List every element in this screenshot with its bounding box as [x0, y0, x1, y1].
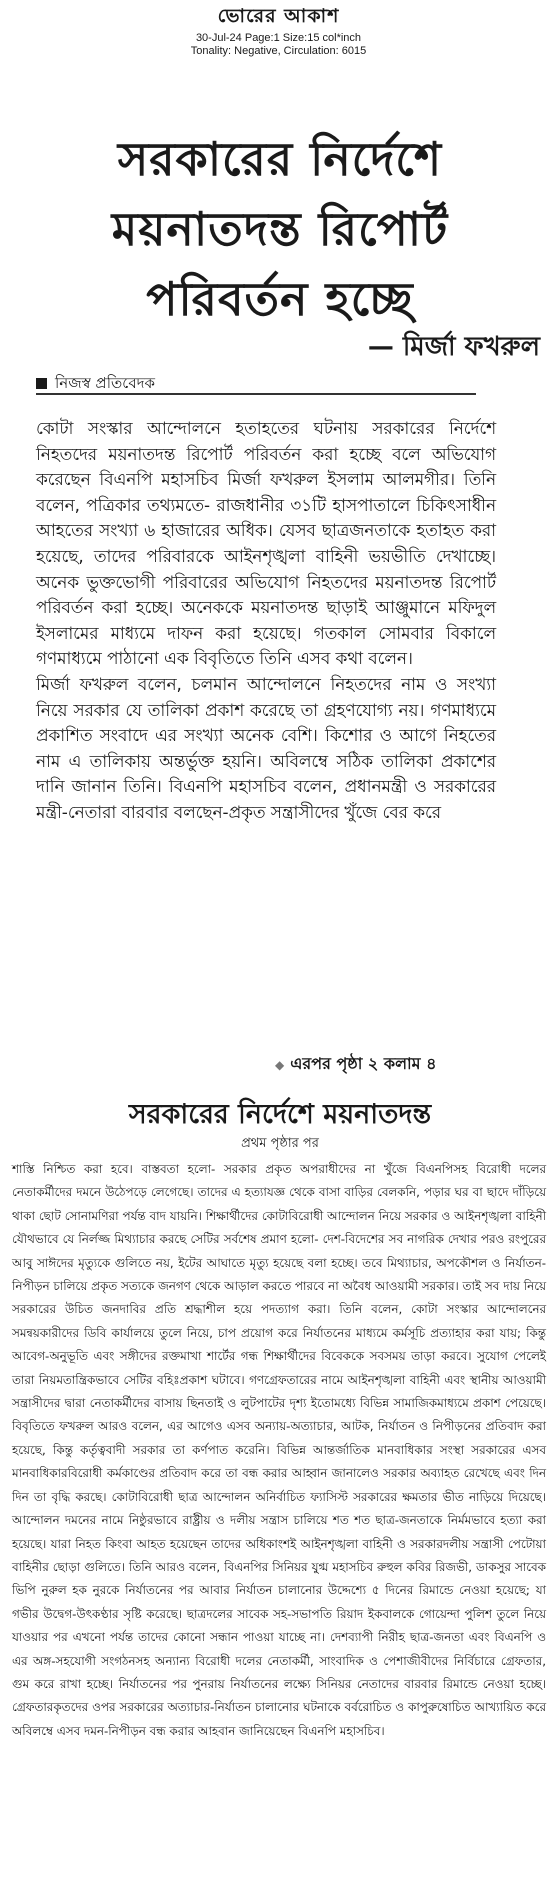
headline-line-1: সরকারের নির্দেশে: [117, 132, 443, 186]
headline-line-2: ময়নাতদন্ত রিপোর্ট: [111, 202, 449, 256]
article-lead-body: [36, 416, 496, 826]
article-byline: — মির্জা ফখরুল: [367, 332, 540, 362]
clipping-tonality-meta: Tonality: Negative, Circulation: 6015: [190, 45, 367, 57]
continuation-headline: সরকারের নির্দেশে ময়নাতদন্ত: [128, 1099, 432, 1130]
continued-on-label: এরপর পৃষ্ঠা ২ কলাম ৪: [290, 1054, 437, 1073]
clipping-date-meta: 30-Jul-24 Page:1 Size:15 col*inch: [195, 32, 362, 44]
reporter-credit: [36, 373, 476, 395]
continued-on-note: [275, 1053, 500, 1076]
continuation-note: প্রথম পৃষ্ঠার পর: [241, 1136, 319, 1151]
bullet-square-icon: [36, 378, 47, 389]
article-headline: [30, 124, 530, 334]
diamond-icon: ◆: [275, 1058, 285, 1072]
lead-paragraph-1: কোটা সংস্কার আন্দোলনে হতাহতের ঘটনায় সরকারের নির্দেশে নিহতদের ময়নাতদন্ত রিপোর্ট পরিবর্তন করা হচ্ছে বলে অভিযোগ করেছেন বিএনপি মহাসচিব মির্জা ফখরুল ইসলাম আলমগীর। তিনি বলেন, পত্রিকার তথ্যমতে- রাজধানীর ৩১টি হাসপাতালে চিকিৎসাধীন আহতের সংখ্যা ৬ হাজারের অধিক। যেসব ছাত্রজনতাকে হতাহত করা হয়েছে, তাদের পরিবারকে আইনশৃঙ্খলা বাহিনী ভয়ভীতি দেখাচ্ছে। অনেক ভুক্তভোগী পরিবারের অভিযোগ নিহতদের ময়নাতদন্ত রিপোর্ট পরিবর্তন করা হচ্ছে। অনেককে ময়নাতদন্ত ছাড়াই আঞ্জুমানে মফিদুল ইসলামের মাধ্যমে দাফন করা হয়েছে। গতকাল সোমবার বিকালে গণমাধ্যমে পাঠানো এক বিবৃতিতে তিনি এসব কথা বলেন।: [36, 418, 496, 669]
masthead: [0, 6, 557, 58]
newspaper-logo: ভোরের আকাশ: [217, 5, 340, 27]
reporter-label: নিজস্ব প্রতিবেদক: [55, 374, 156, 392]
continuation-body: শাস্তি নিশ্চিত করা হবে। বাস্তবতা হলো- সরকার প্রকৃত অপরাধীদের না খুঁজে বিএনপিসহ বিরোধী দলের নেতাকর্মীদের দমনে উঠেপড়ে লেগেছে। তাদের এ হত্যাযজ্ঞ থেকে বাসা বাড়ির বেলকনি, পড়ার ঘর বা ছাদে দাঁড়িয়ে থাকা ছোট সোনামণিরা পর্যন্ত বাদ যায়নি। শিক্ষার্থীদের কোটাবিরোধী আন্দোলন নিয়ে সরকার ও আইনশৃঙ্খলা বাহিনী যৌথভাবে যে নির্লজ্জ মিথ্যাচার করছে সেটির সর্বশেষ প্রমাণ হলো- দেশ-বিদেশের সব নাগরিক দেখার পরও রংপুরের আবু সাঈদের মৃত্যুকে গুলিতে নয়, ইটের আঘাতে মৃত্যু হয়েছে বলা হচ্ছে। তবে মিথ্যাচার, অপকৌশল ও নির্যাতন-নিপীড়ন চালিয়ে প্রকৃত সত্যকে জনগণ থেকে আড়াল করতে পারবে না অবৈধ আওয়ামী সরকার। তাই সব দায় নিয়ে সরকারের উচিত জনদাবির প্রতি শ্রদ্ধাশীল হয়ে পদত্যাগ করা। তিনি বলেন, কোটা সংস্কার আন্দোলনের সমন্বয়কারীদের ডিবি কার্যালয়ে তুলে নিয়ে, চাপ প্রয়োগ করে নির্যাতনের মাধ্যমে কর্মসূচি প্রত্যাহার করা যায়; কিন্তু আবেগ-অনুভূতি এবং সঙ্গীদের রক্তমাখা শার্টের গন্ধ শিক্ষার্থীদের বিবেককে সবসময় তাড়া করবে। সুযোগ পেলেই তারা নিয়মতান্ত্রিকভাবে সেটির বহিঃপ্রকাশ ঘটাবে। গণগ্রেফতারের নামে আইনশৃঙ্খলা বাহিনী এবং স্থানীয় আওয়ামী সন্ত্রাসীদের দ্বারা নেতাকর্মীদের বাসায় ছিনতাই ও লুটপাটের দৃশ্য ইতোমধ্যে বিভিন্ন সামাজিকমাধ্যমে প্রকাশ পেয়েছে। বিবৃতিতে ফখরুল আরও বলেন, এর আগেও এসব অন্যায়-অত্যাচার, আটক, নির্যাতন ও নিপীড়নের প্রতিবাদ করা হয়েছে, কিন্তু কর্তৃত্ববাদী সরকার তা কর্ণপাত করেনি। বিভিন্ন আন্তর্জাতিক মানবাধিকার সংস্থা সরকারের এসব মানবাধিকারবিরোধী কর্মকাণ্ডের প্রতিবাদ করে তা বন্ধ করার আহ্বান জানালেও সরকার অব্যাহত রেখেছে এবং দিন দিন তা বৃদ্ধি করছে। কোটাবিরোধী ছাত্র আন্দোলন অনির্বাচিত ফ্যাসিস্ট সরকারের ক্ষমতার ভীত নাড়িয়ে দিয়েছে। আন্দোলন দমনের নামে নিষ্ঠুরভাবে রাষ্ট্রীয় ও দলীয় সন্ত্রাস চালিয়ে শত শত ছাত্র-জনতাকে নির্মমভাবে হত্যা করা হয়েছে। যারা নিহত কিংবা আহত হয়েছেন তাদের অধিকাংশই আইনশৃঙ্খলা বাহিনী ও সরকারদলীয় সন্ত্রাসী পেটোয়া বাহিনীর ছোড়া গুলিতে। তিনি আরও বলেন, বিএনপির সিনিয়র যুগ্ম মহাসচিব রুহুল কবির রিজভী, ডাকসুর সাবেক ভিপি নুরুল হক নুরকে নির্যাতনের পর আবার নির্যাতন চালানোর উদ্দেশ্যে ৫ দিনের রিমান্ডে নেওয়া হয়েছে; যা গভীর উদ্বেগ-উৎকণ্ঠার সৃষ্টি করেছে। ছাত্রদলের সাবেক সহ-সভাপতি রিয়াদ ইকবালকে গোয়েন্দা পুলিশ তুলে নিয়ে যাওয়ার পর এখনো পর্যন্ত তাদের কোনো সন্ধান পাওয়া যাচ্ছে না। দেশব্যাপী নিরীহ ছাত্র-জনতা এবং বিএনপি ও এর অঙ্গ-সহযোগী সংগঠনসহ অন্যান্য বিরোধী দলের নেতাকর্মী, সাংবাদিক ও পেশাজীবীদের নির্বিচারে গ্রেফতার, গুম করে রাখা হচ্ছে। নির্যাতনের পর পুনরায় নির্যাতনের লক্ষ্যে সিনিয়র নেতাদের বারবার রিমান্ডে নেওয়া হচ্ছে। গ্রেফতারকৃতদের ওপর সরকারের অত্যাচার-নির্যাতন চালানোর ঘটনাকে বর্বরোচিত ও কাপুরুষোচিত আখ্যায়িত করে অবিলম্বে এসব দমন-নিপীড়ন বন্ধ করার আহবান জানিয়েছেন বিএনপি মহাসচিব।: [12, 1162, 546, 1738]
headline-line-3: পরিবর্তন হচ্ছে: [146, 272, 414, 326]
lead-paragraph-2: মির্জা ফখরুল বলেন, চলমান আন্দোলনে নিহতদের নাম ও সংখ্যা নিয়ে সরকার যে তালিকা প্রকাশ করেছে তা গ্রহণযোগ্য নয়। গণমাধ্যমে প্রকাশিত সংবাদে এর সংখ্যা অনেক বেশি। কিশোর ও আগে নিহতের নাম এ তালিকায় অন্তর্ভুক্ত হয়নি। অবিলম্বে সঠিক তালিকা প্রকাশের দানি জানান তিনি। বিএনপি মহাসচিব বলেন, প্রধানমন্ত্রী ও সরকারের মন্ত্রী-নেতারা বারবার বলছেন-প্রকৃত সন্ত্রাসীদের খুঁজে বের করে: [36, 673, 496, 822]
